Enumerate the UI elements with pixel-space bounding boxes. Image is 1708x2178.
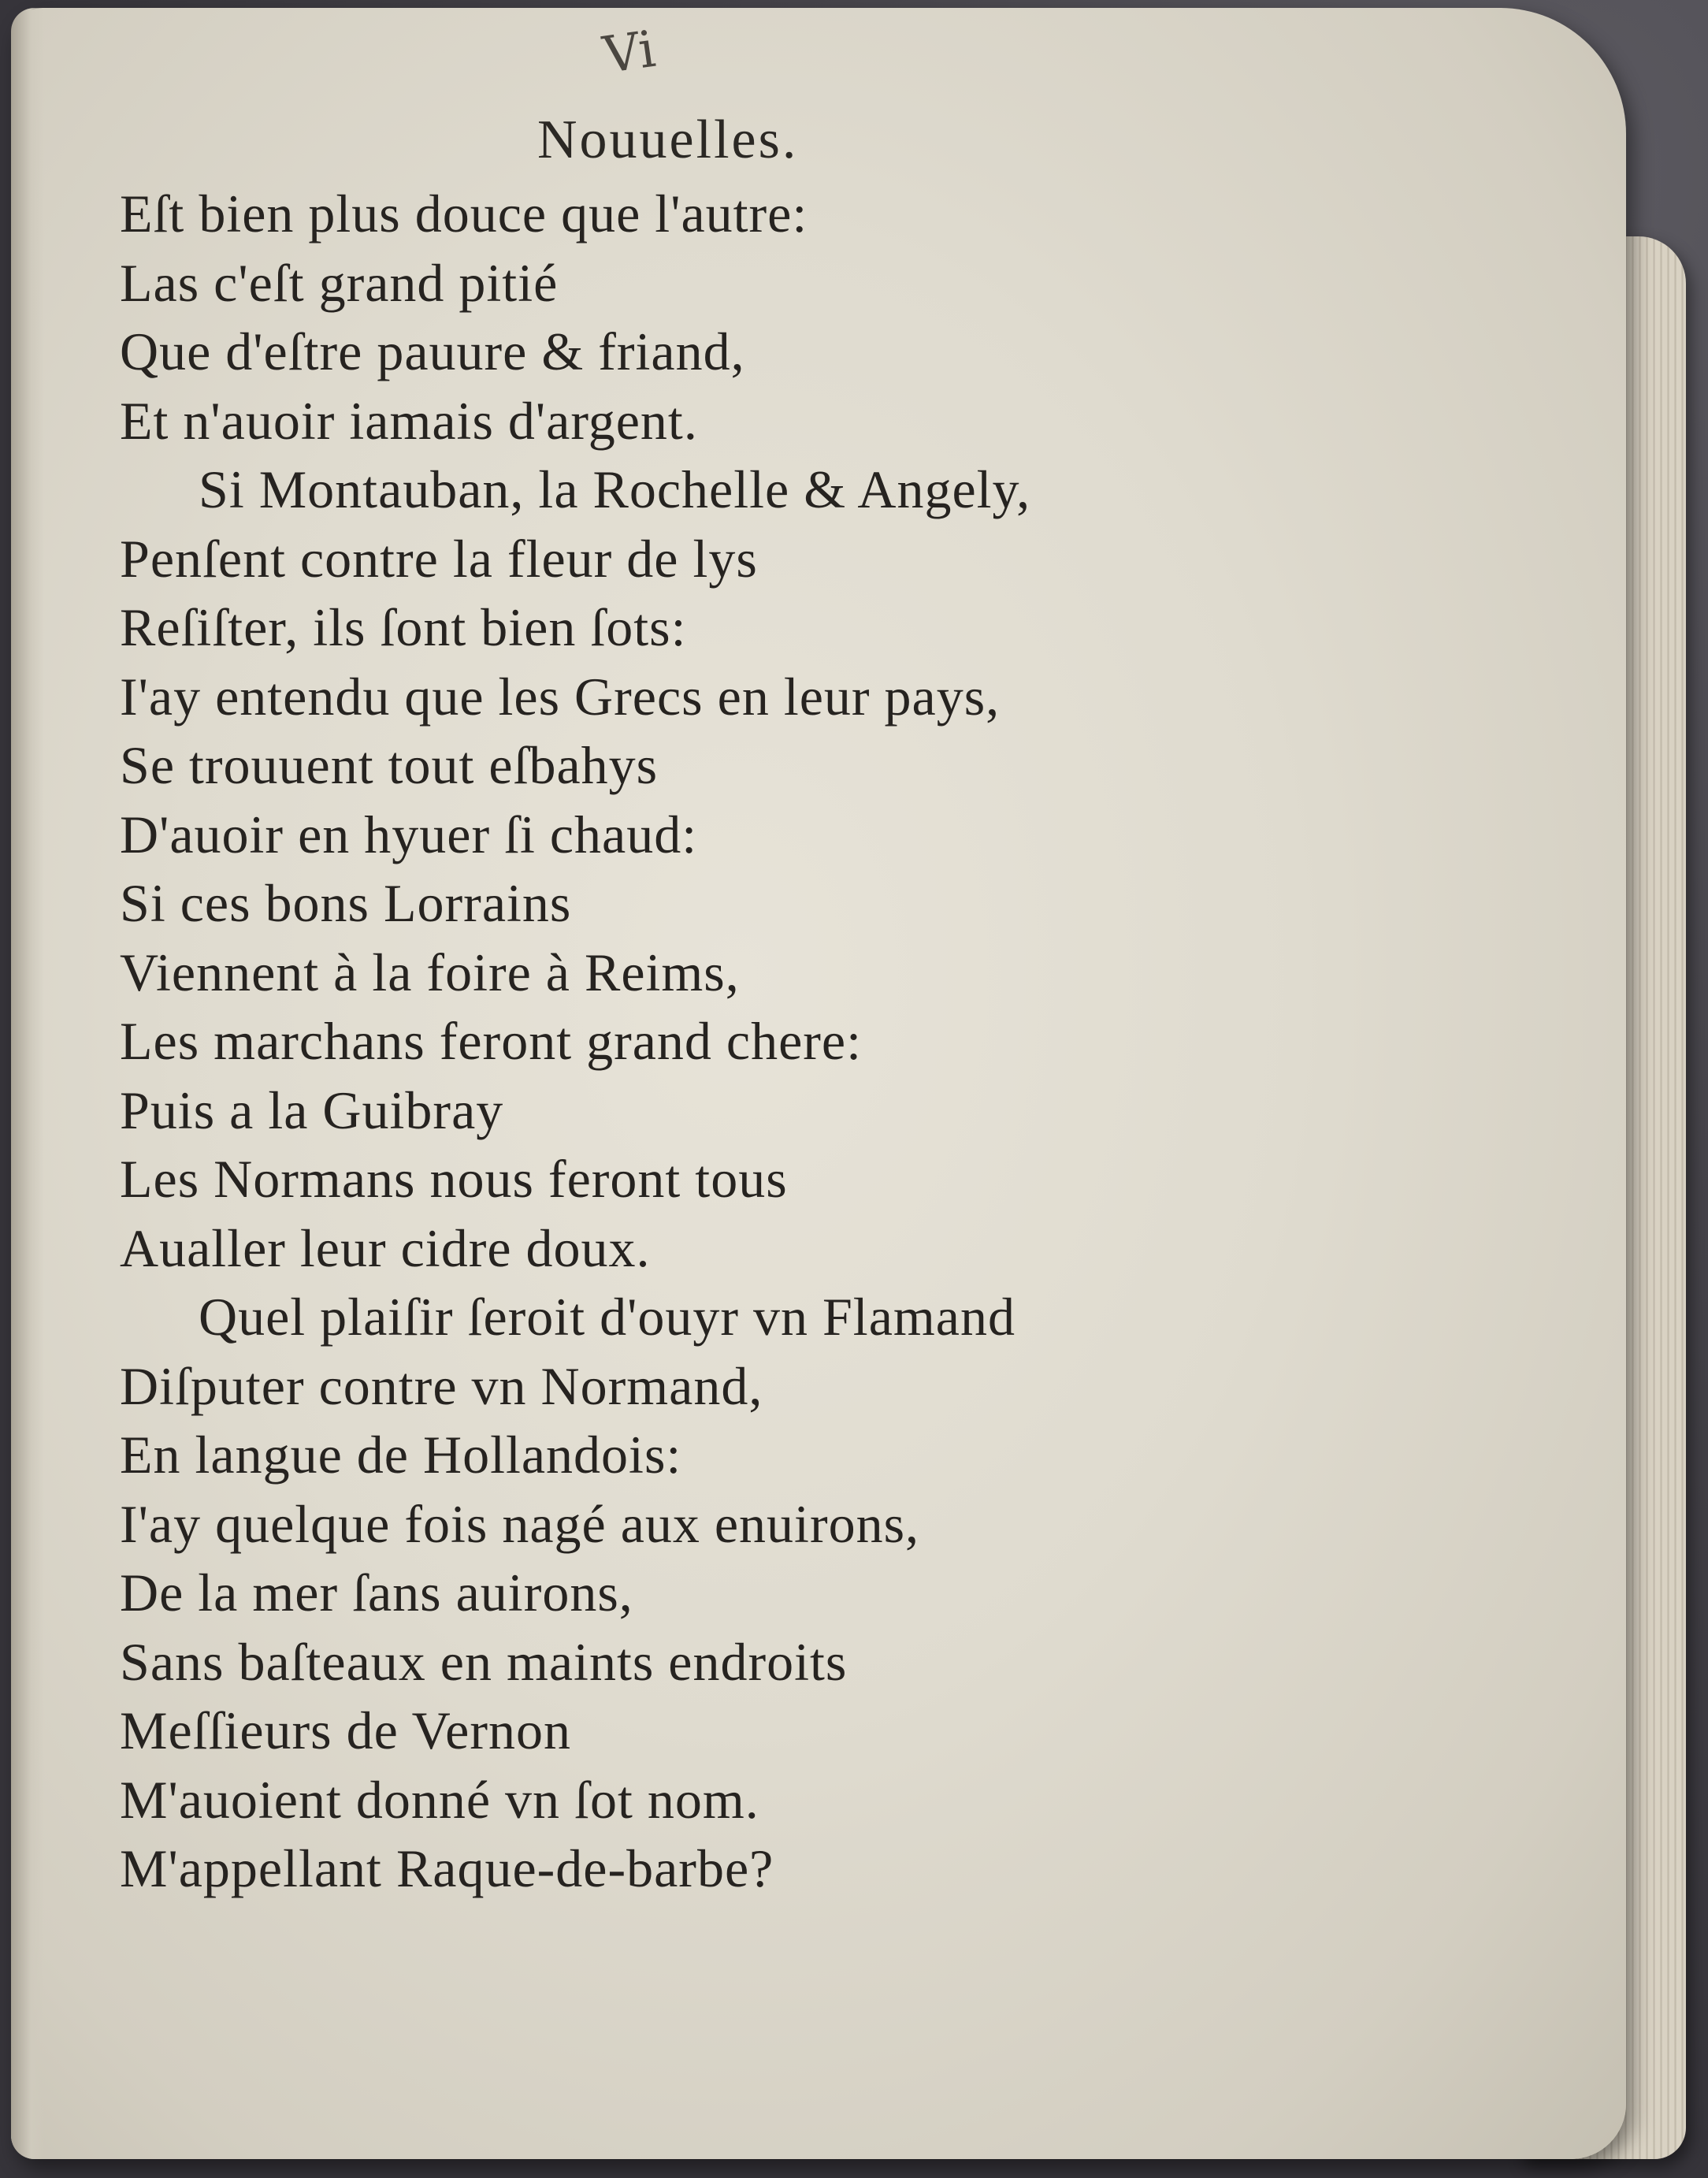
page-gutter (11, 8, 44, 2159)
verse-line: Reſiſter, ils ſont bien ſots: (120, 597, 687, 657)
verse-line: Meſſieurs de Vernon (120, 1700, 571, 1760)
verse-line: Sans baſteaux en maints endroits (120, 1631, 848, 1692)
verse-line: D'auoir en hyuer ſi chaud: (120, 804, 698, 864)
verse-block (120, 180, 1538, 1904)
verse-line: Diſputer contre vn Normand, (120, 1355, 763, 1416)
verse-line: Puis a la Guibray (120, 1080, 504, 1140)
verse-line: Aualler leur cidre doux. (120, 1217, 651, 1278)
verse-line: I'ay entendu que les Grecs en leur pays, (120, 666, 1001, 727)
verse-line: Las c'eſt grand pitié (120, 252, 559, 313)
verse-line: De la mer ſans auirons, (120, 1563, 633, 1622)
verse-line: En langue de Hollandois: (120, 1425, 682, 1485)
running-head: Nouuelles. (537, 110, 799, 170)
verse-line: I'ay quelque fois nagé aux enuirons, (120, 1493, 920, 1554)
book-page (11, 8, 1626, 2159)
verse-line: Penſent contre la fleur de lys (120, 528, 758, 589)
verse-line: Et n'auoir iamais d'argent. (120, 390, 698, 451)
verse-line: Si ces bons Lorrains (120, 873, 572, 933)
verse-line: M'appellant Raque-de-barbe? (120, 1838, 774, 1898)
verse-line: Les marchans feront grand chere: (120, 1011, 862, 1071)
verse-line: Si Montauban, la Rochelle & Angely, (199, 459, 1031, 519)
verse-line: Viennent à la foire à Reims, (120, 942, 740, 1002)
handwritten-mark: Vi (600, 20, 659, 86)
verse-line: Eſt bien plus douce que l'autre: (120, 184, 808, 243)
verse-line: M'auoient donné vn ſot nom. (120, 1769, 759, 1830)
verse-line: Se trouuent tout eſbahys (120, 735, 659, 795)
verse-line: Quel plaiſir ſeroit d'ouyr vn Flamand (199, 1287, 1016, 1347)
verse-line: Que d'eſtre pauure & friand, (120, 321, 745, 381)
verse-line: Les Normans nous feront tous (120, 1149, 788, 1209)
